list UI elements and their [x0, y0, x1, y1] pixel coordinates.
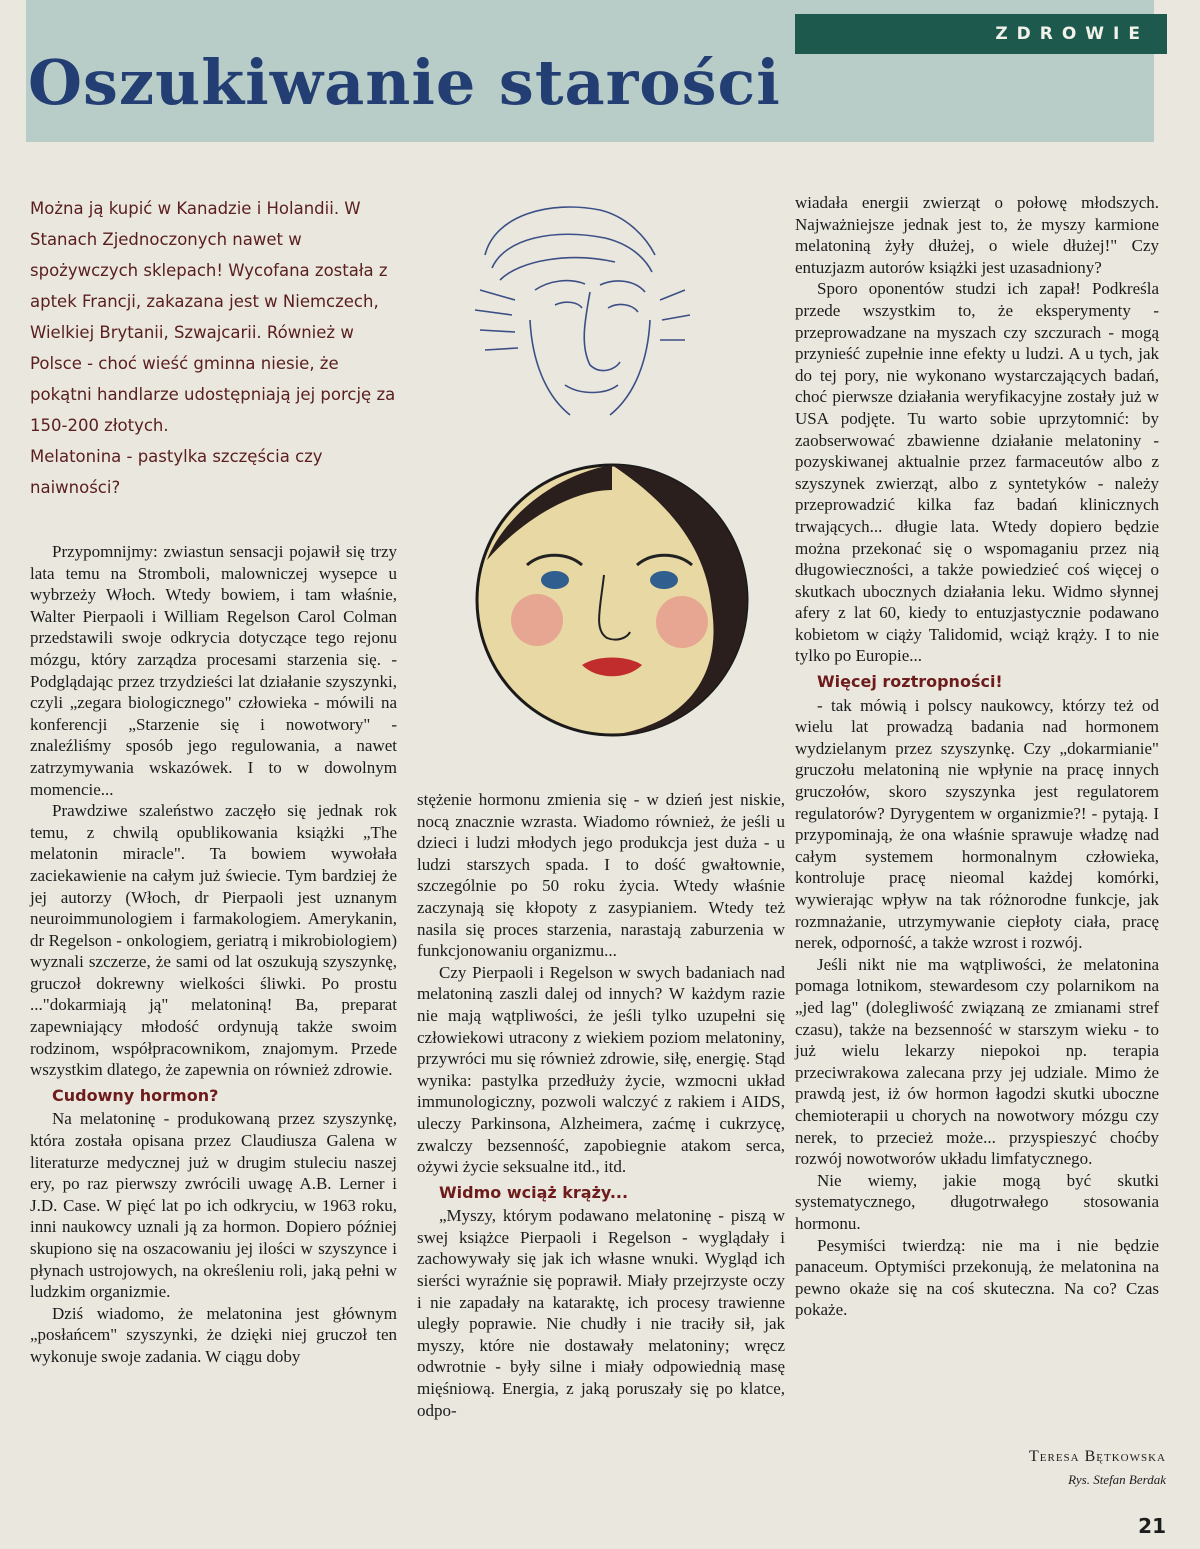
lead-question: Melatonina - pastylka szczęścia czy naiwności?: [30, 447, 323, 497]
paragraph: Pesymiści twierdzą: nie ma i nie będzie panaceum. Optymiści przekonują, że melatonina na pewno okaże się na coś skuteczna. Na co? Czas pokaże.: [795, 1235, 1159, 1320]
lead-paragraph: Można ją kupić w Kanadzie i Holandii. W Stanach Zjednoczonych nawet w spożywczych sklepach! Wycofana została z aptek Francji, zakazana jest w Niemczech, Wielkiej Brytanii, Szwajcarii. Również w Polsce - choć wieść gminna niesie, że pokątni handlarze udostępniają jej porcję za 150-200 złotych.: [30, 199, 396, 435]
paragraph: Sporo oponentów studzi ich zapał! Podkreśla przede wszystkim to, że eksperymenty - przeprowadzane na myszach czy szczurach - mogą przynieść zupełnie inne efekty u ludzi. A u tych, jak do tej pory, nie wykonano wystarczających badań, choć pierwsze działania weryfikacyjne zostały już w USA podjęte. Tu warto sobie uprzytomnić: by zaobserwować zbawienne działanie melatoniny - pozyskiwanej aktualnie przez farmaceutów albo z szyszynek zwierząt, albo z syntetyków - należy przeprowadzić kilka faz badań klinicznych trwających... długie lata. Wtedy dopiero będzie można przekonać się o wspomaganiu przez nią długowieczności, a także powiedzieć coś więcej o skutkach ubocznych działania leku. Widmo słynnej afery z lat 60, kiedy to entuzjastycznie podawano kobietom w ciąży Talidomid, wciąż krąży. I to nie tylko po Europie...: [795, 279, 1159, 666]
paragraph: stężenie hormonu zmienia się - w dzień jest niskie, nocą znacznie wzrasta. Wiadomo również, że jeśli u dzieci i ludzi młodych jego produkcja jest duża - u ludzi starszych spada. I to dość gwałtownie, szczególnie po 50 roku życia. Wtedy właśnie zaczynają się kłopoty z zasypianiem. Wtedy też nasila się proces starzenia, narastają zaburzenia w funkcjonowaniu organizmu...: [417, 790, 785, 961]
article-column-3: [795, 192, 1159, 1321]
paragraph: - tak mówią i polscy naukowcy, którzy też od wielu lat prowadzą badania nad hormonem wydzielanym przez szyszynkę. Czy „dokarmianie" gruczołu melatoniną nie wpłynie na pracę innych gruczołów, skoro szyszynka jest regulatorem regulatorów? Dyrygentem w organizmie?! - pytają. I przypominają, że ona właśnie sprawuje władzę nad całym systemem hormonalnym człowieka, kontroluje pracę nieomal każdej komórki, wywierając wpływ na tak różnorodne funkcje, jak rozmnażanie, utrzymywanie ciepłoty ciała, pracę nerek, odporność, a także wzrost i rozwój.: [795, 695, 1159, 953]
paragraph: Na melatoninę - produkowaną przez szyszynkę, która została opisana przez Claudiusza Galena w literaturze medycznej już w drugim stuleciu naszej ery, po raz pierwszy zwrócili uwagę A.B. Lerner i J.D. Case. W pięć lat po ich odkryciu, w 1963 roku, inni naukowcy uznali ją za hormon. Dopiero później skupiono się na oszacowaniu jej ilości w szyszynce i płynach ustrojowych, na określeniu roli, jaką pełni w ludzkim organizmie.: [30, 1109, 397, 1302]
illustration-credit: Rys. Stefan Berdak: [1068, 1472, 1166, 1487]
subheading: Cudowny hormon?: [52, 1085, 219, 1105]
paragraph: Nie wiemy, jakie mogą być skutki systematycznego, długotrwałego stosowania hormonu.: [795, 1170, 1159, 1233]
article-column-1: [30, 541, 397, 1368]
paragraph: Dziś wiadomo, że melatonina jest głównym „posłańcem" szyszynki, że dzięki niej gruczoł ten wykonuje swoje zadania. W ciągu doby: [30, 1303, 397, 1366]
moon-face-illustration: [440, 180, 785, 780]
paragraph: Jeśli nikt nie ma wątpliwości, że melatonina pomaga lotnikom, stewardesom czy polarnikom na „jed lag" (dolegliwość związaną ze zmianami stref czasu), także na bezsenność w starszym wieku - to już wielu lekarzy niepokoi np. terapia przeciwrakowa zalecana przy jej udziale. Mimo że prawdą jest, iż ów hormon łagodzi skutki uboczne chemioterapii u chorych na nowotwory mózgu czy nerek, to przecież może... przyspieszyć choćby rozwój nowotworów układu limfatycznego.: [795, 954, 1159, 1169]
article-lead: [30, 193, 400, 503]
page-number: 21: [1138, 1514, 1166, 1538]
article-column-2: [417, 789, 785, 1421]
paragraph: Czy Pierpaoli i Regelson w swych badaniach nad melatoniną zaszli dalej od innych? W każdym razie nie mają wątpliwości, że jeśli tylko uzupełni się człowiekowi utracony z wiekiem poziom melatoniny, przywróci mu się również zdrowie, siłę, energię. Stąd wynika: pastylka przedłuży życie, wzmocni układ immunologiczny, pozwoli walczyć z rakiem i AIDS, uleczy Parkinsona, Alzheimera, zaćmę i cukrzycę, zwalczy bezsenność, zapobiegnie atakom serca, ożywi życie seksualne itd., itd.: [417, 962, 785, 1177]
paragraph: Prawdziwe szaleństwo zaczęło się jednak rok temu, z chwilą opublikowania książki „The melatonin miracle". Ta bowiem wywołała zaciekawienie na całym już świecie. Tym bardziej że jej autorzy (Włoch, dr Pierpaoli jest uznanym neuroimmunologiem i farmakologiem. Amerykanin, dr Regelson - onkologiem, geriatrą i mikrobiologiem) wyznali szczerze, że sami od lat oszukują szyszynkę, gruczoł dokrewny wielkości śliwki. Po prostu ..."dokarmiają ją" melatoniną! Ba, preparat zapewniający młodość ordynują także swoim rodzinom, współpracownikom, znajomym. Przede wszystkim dlatego, że zapewnia on również zdrowie.: [30, 801, 397, 1080]
section-tag: ZDROWIE: [795, 14, 1167, 54]
subheading: Widmo wciąż krąży...: [439, 1182, 629, 1202]
author-signature: Teresa Bętkowska: [1029, 1448, 1166, 1465]
old-face-sketch: [475, 207, 690, 415]
moon-face: [477, 465, 747, 735]
article-title: Oszukiwanie starości: [28, 46, 781, 119]
paragraph: Przypomnijmy: zwiastun sensacji pojawił się trzy lata temu na Stromboli, malowniczej wysepce u wybrzeży Włoch. Wtedy bowiem, i tam właśnie, Walter Pierpaoli i William Regelson Carol Colman przedstawili swoje odkrycia dotyczące tego rejonu mózgu, który zarządza procesami starzenia się. - Podglądając przez trzydzieści lat działanie szyszynki, czyli „zegara biologicznego" człowieka - mówili na konferencji „Starzenie się i nowotwory" - znaleźliśmy sposób jego regulowania, a nawet zatrzymywania wskazówek. I to w dowolnym momencie...: [30, 542, 397, 799]
paragraph: „Myszy, którym podawano melatoninę - piszą w swej książce Pierpaoli i Regelson - wyglądały i zachowywały się jak ich własne wnuki. Wygląd ich sierści wyraźnie się poprawił. Miały przejrzyste oczy i nie zapadały na kataraktę, ich procesy trawienne uległy poprawie. Nie chudły i nie traciły sił, jak myszy, które nie dostawały melatoniny; wręcz odwrotnie - były silne i miały odpowiednią masę mięśniową. Energia, z jaką poruszały się po klatce, odpo-: [417, 1206, 785, 1420]
subheading: Więcej roztropności!: [817, 672, 1003, 692]
paragraph: wiadała energii zwierząt o połowę młodszych. Najważniejsze jednak jest to, że myszy karmione melatoniną żyły dłużej, o wiele dłużej!" Czy entuzjazm autorów książki jest uzasadniony?: [795, 193, 1159, 277]
